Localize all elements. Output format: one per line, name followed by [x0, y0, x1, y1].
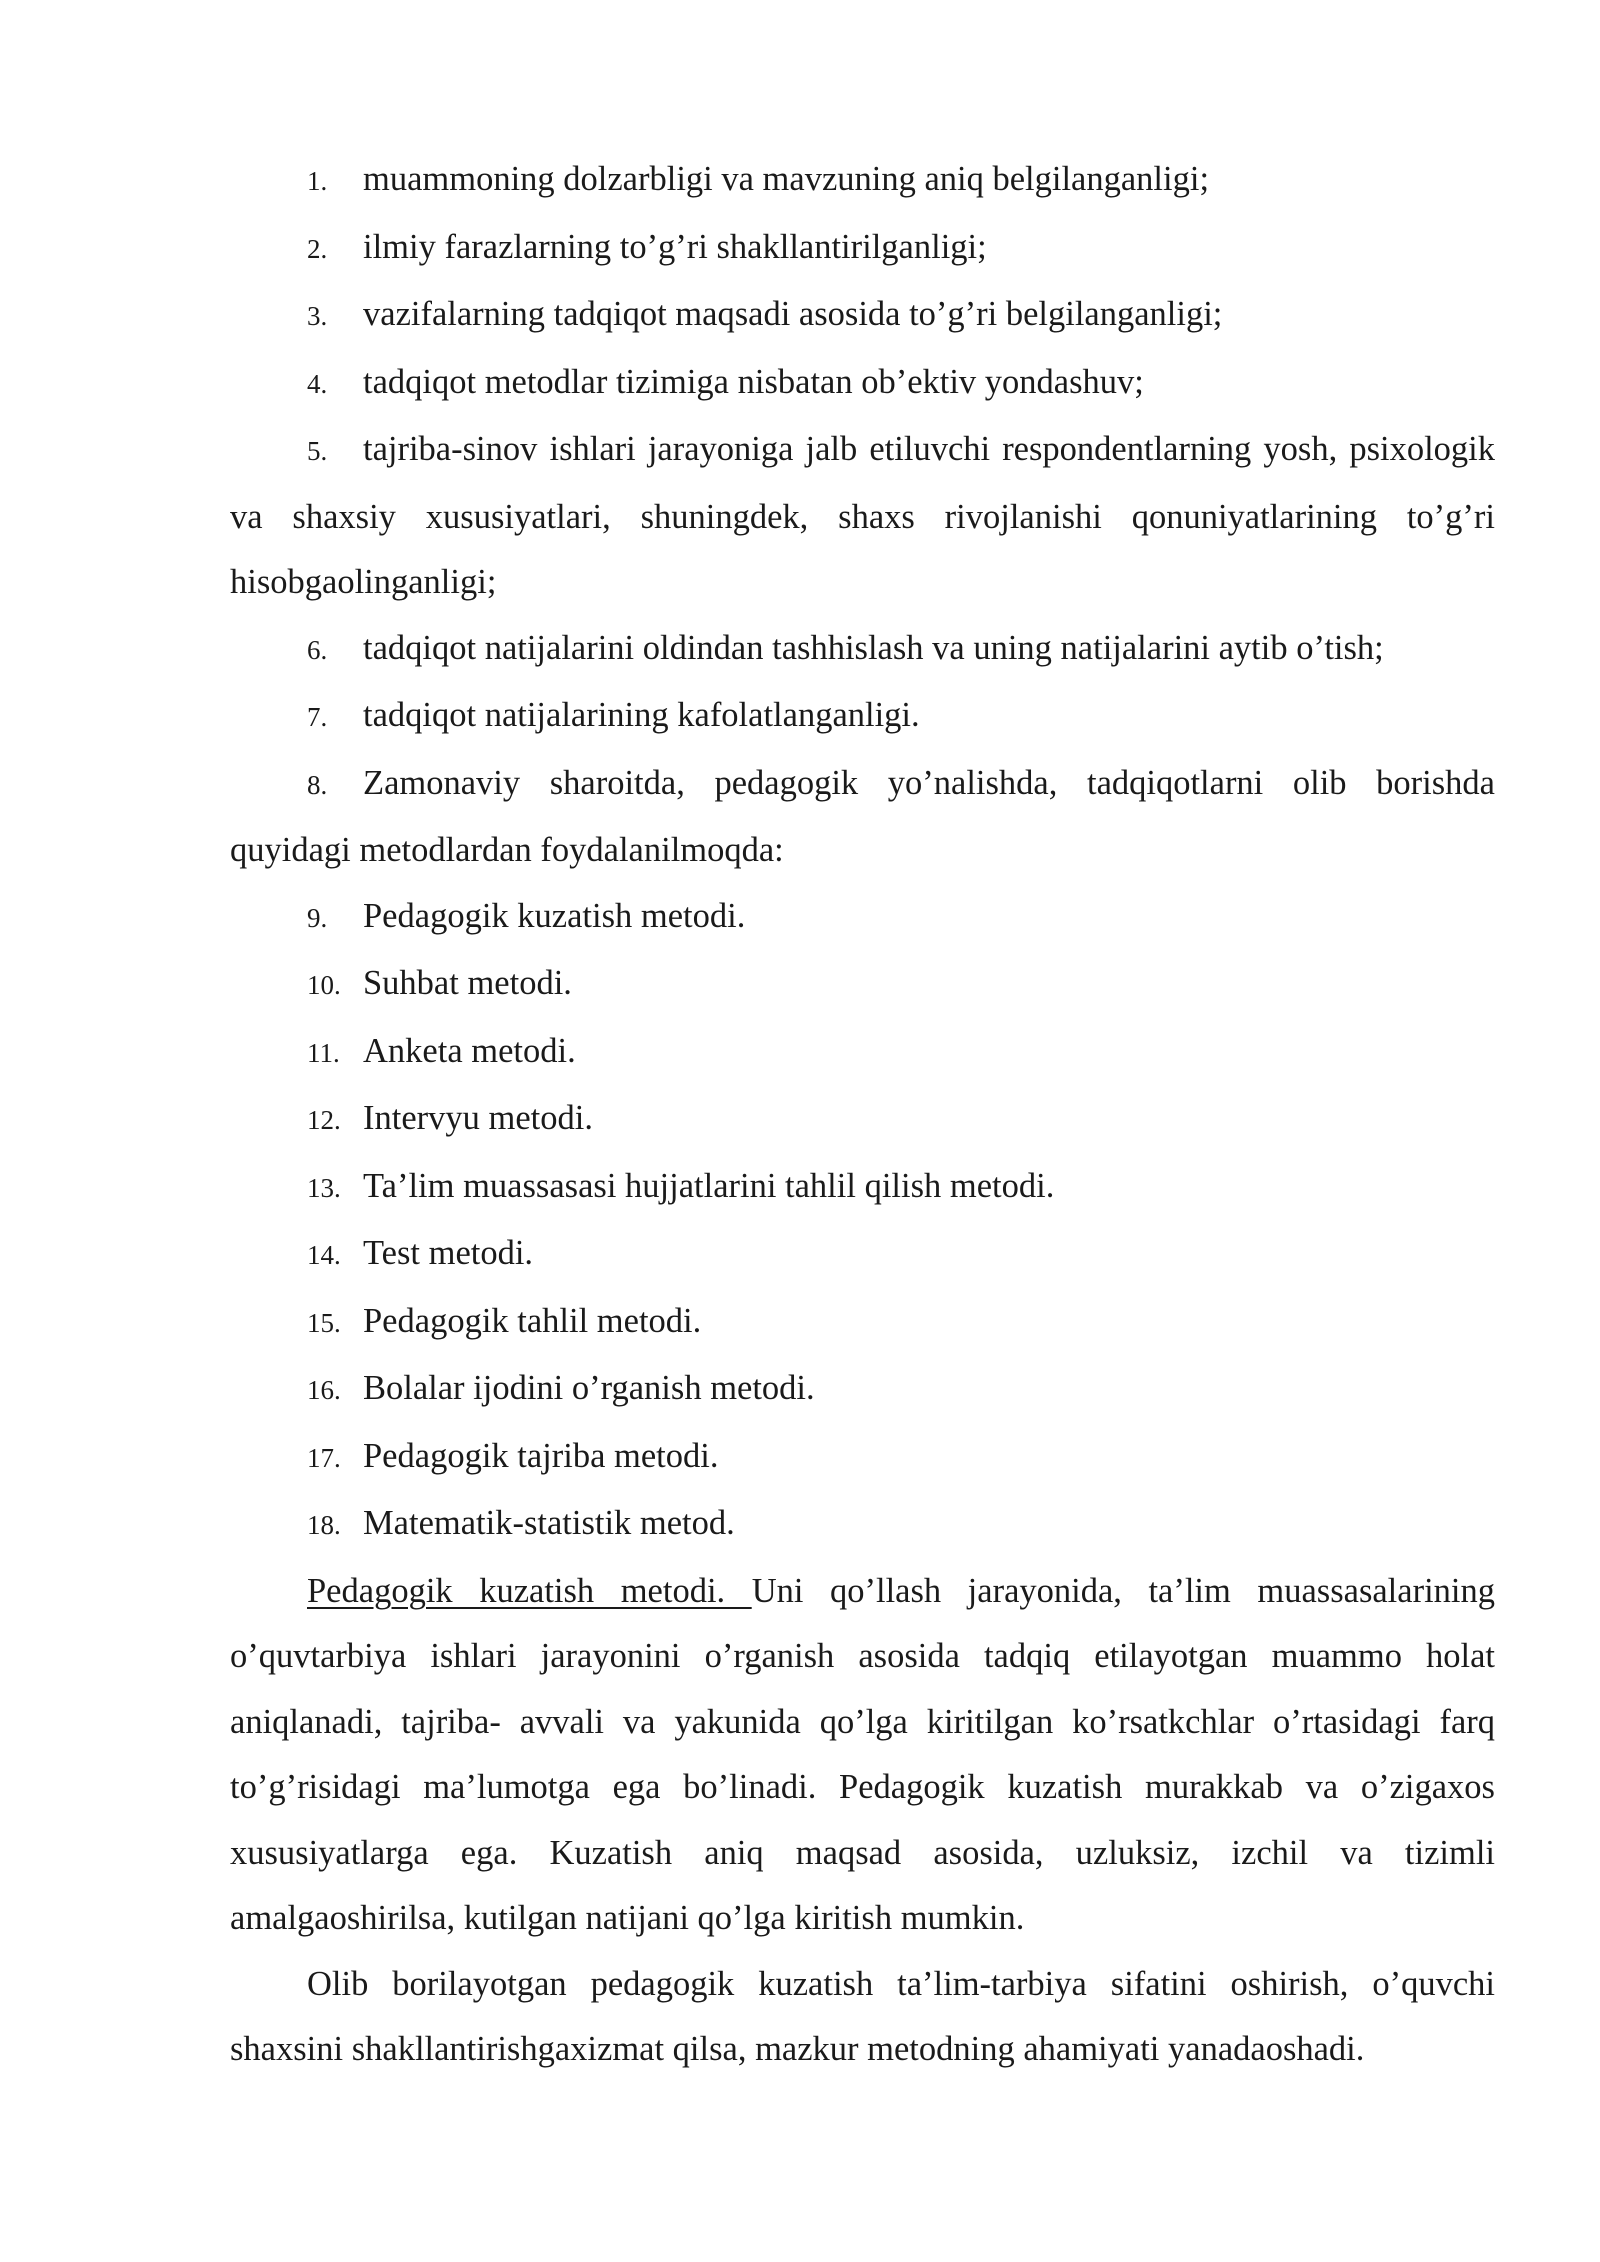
list-item-number: 8.	[307, 769, 328, 800]
list-item	[230, 884, 1495, 952]
list-item-text: Pedagogik kuzatish metodi.	[363, 896, 746, 935]
document-page	[230, 147, 1495, 2083]
observation-method-heading: Pedagogik kuzatish metodi.	[307, 1571, 752, 1610]
observation-method-body: Uni qo’llash jarayonida, ta’lim muassasalarining o’quvtarbiya ishlari jarayonini o’rganish asosida tadqiq etilayotgan muammo holat aniqlanadi, tajriba- avvali va yakunida qo’lga kiritilgan ko’rsatkchlar o’rtasidagi farq to’g’risidagi ma’lumotga ega bo’linadi. Pedagogik kuzatish murakkab va o’zigaxos xususiyatlarga ega. Kuzatish aniq maqsad asosida, uzluksiz, izchil va tizimli amalgaoshirilsa, kutilgan natijani qo’lga kiritish mumkin.	[230, 1571, 1495, 1937]
list-item-number: 7.	[307, 702, 328, 732]
list-item-text: Test metodi.	[363, 1234, 534, 1272]
list-item-number: 17.	[307, 1442, 341, 1473]
list-item-text: Matematik-statistik metod.	[363, 1504, 735, 1542]
observation-method-paragraph	[230, 1559, 1495, 1952]
list-item-number: 3.	[307, 301, 328, 331]
list-item-number: 1.	[307, 166, 328, 196]
list-item-text: Anketa metodi.	[363, 1031, 576, 1070]
list-item-number: 11.	[307, 1037, 340, 1068]
list-item	[230, 1221, 1495, 1289]
list-item-number: 4.	[307, 368, 328, 399]
list-item-number: 12.	[307, 1105, 341, 1135]
list-item-number: 18.	[307, 1510, 341, 1540]
list-item	[230, 1289, 1495, 1357]
list-item-number: 2.	[307, 233, 328, 264]
list-item-number: 6.	[307, 634, 328, 665]
observation-significance-paragraph	[230, 1952, 1495, 2083]
list-item-text: tadqiqot metodlar tizimiga nisbatan ob’ektiv yondashuv;	[363, 362, 1144, 401]
list-item	[230, 751, 1495, 884]
list-item-text: Suhbat metodi.	[363, 964, 572, 1002]
list-item-text: Intervyu metodi.	[363, 1099, 593, 1137]
list-item-text: ilmiy farazlarning to’g’ri shakllantirilganligi;	[363, 227, 987, 266]
list-item	[230, 350, 1495, 418]
list-item-number: 5.	[307, 436, 328, 466]
list-item	[230, 1019, 1495, 1087]
list-item-text: vazifalarning tadqiqot maqsadi asosida to’g’ri belgilanganligi;	[363, 295, 1223, 333]
list-item	[230, 147, 1495, 215]
list-item-text: tadqiqot natijalarini oldindan tashhislash va uning natijalarini aytib o’tish;	[363, 628, 1384, 667]
list-item-number: 13.	[307, 1172, 341, 1203]
list-item	[230, 1356, 1495, 1424]
list-item-text: Pedagogik tahlil metodi.	[363, 1301, 702, 1340]
list-item-number: 14.	[307, 1240, 341, 1270]
list-item	[230, 616, 1495, 684]
observation-significance-body: Olib borilayotgan pedagogik kuzatish ta’lim-tarbiya sifatini oshirish, o’quvchi shaxsini shakllantirishgaxizmat qilsa, mazkur metodning ahamiyati yanadaoshadi.	[230, 1964, 1495, 2068]
list-item-number: 10.	[307, 970, 341, 1000]
list-item-text: tadqiqot natijalarining kafolatlanganligi.	[363, 696, 920, 734]
list-item	[230, 1491, 1495, 1559]
list-item	[230, 1424, 1495, 1492]
list-item-text: muammoning dolzarbligi va mavzuning aniq belgilanganligi;	[363, 160, 1210, 198]
list-item-text: tajriba-sinov ishlari jarayoniga jalb etiluvchi respondentlarning yosh, psixologik va shaxsiy xususiyatlari, shuningdek, shaxs rivojlanishi qonuniyatlarining to’g’ri hisobgaolinganligi;	[230, 430, 1495, 601]
list-item	[230, 215, 1495, 283]
list-item-number: 9.	[307, 902, 328, 933]
list-item-text: Pedagogik tajriba metodi.	[363, 1436, 719, 1475]
list-item	[230, 1086, 1495, 1154]
list-item-text: Zamonaviy sharoitda, pedagogik yo’nalishda, tadqiqotlarni olib borishda quyidagi metodlardan foydalanilmoqda:	[230, 763, 1495, 869]
list-item	[230, 683, 1495, 751]
list-item	[230, 951, 1495, 1019]
list-item-text: Ta’lim muassasasi hujjatlarini tahlil qilish metodi.	[363, 1166, 1055, 1205]
list-item-text: Bolalar ijodini o’rganish metodi.	[363, 1369, 815, 1407]
list-item	[230, 417, 1495, 616]
list-item	[230, 1154, 1495, 1222]
list-item-number: 16.	[307, 1375, 341, 1405]
list-item-number: 15.	[307, 1307, 341, 1338]
criteria-and-methods-list	[230, 147, 1495, 1559]
list-item	[230, 282, 1495, 350]
